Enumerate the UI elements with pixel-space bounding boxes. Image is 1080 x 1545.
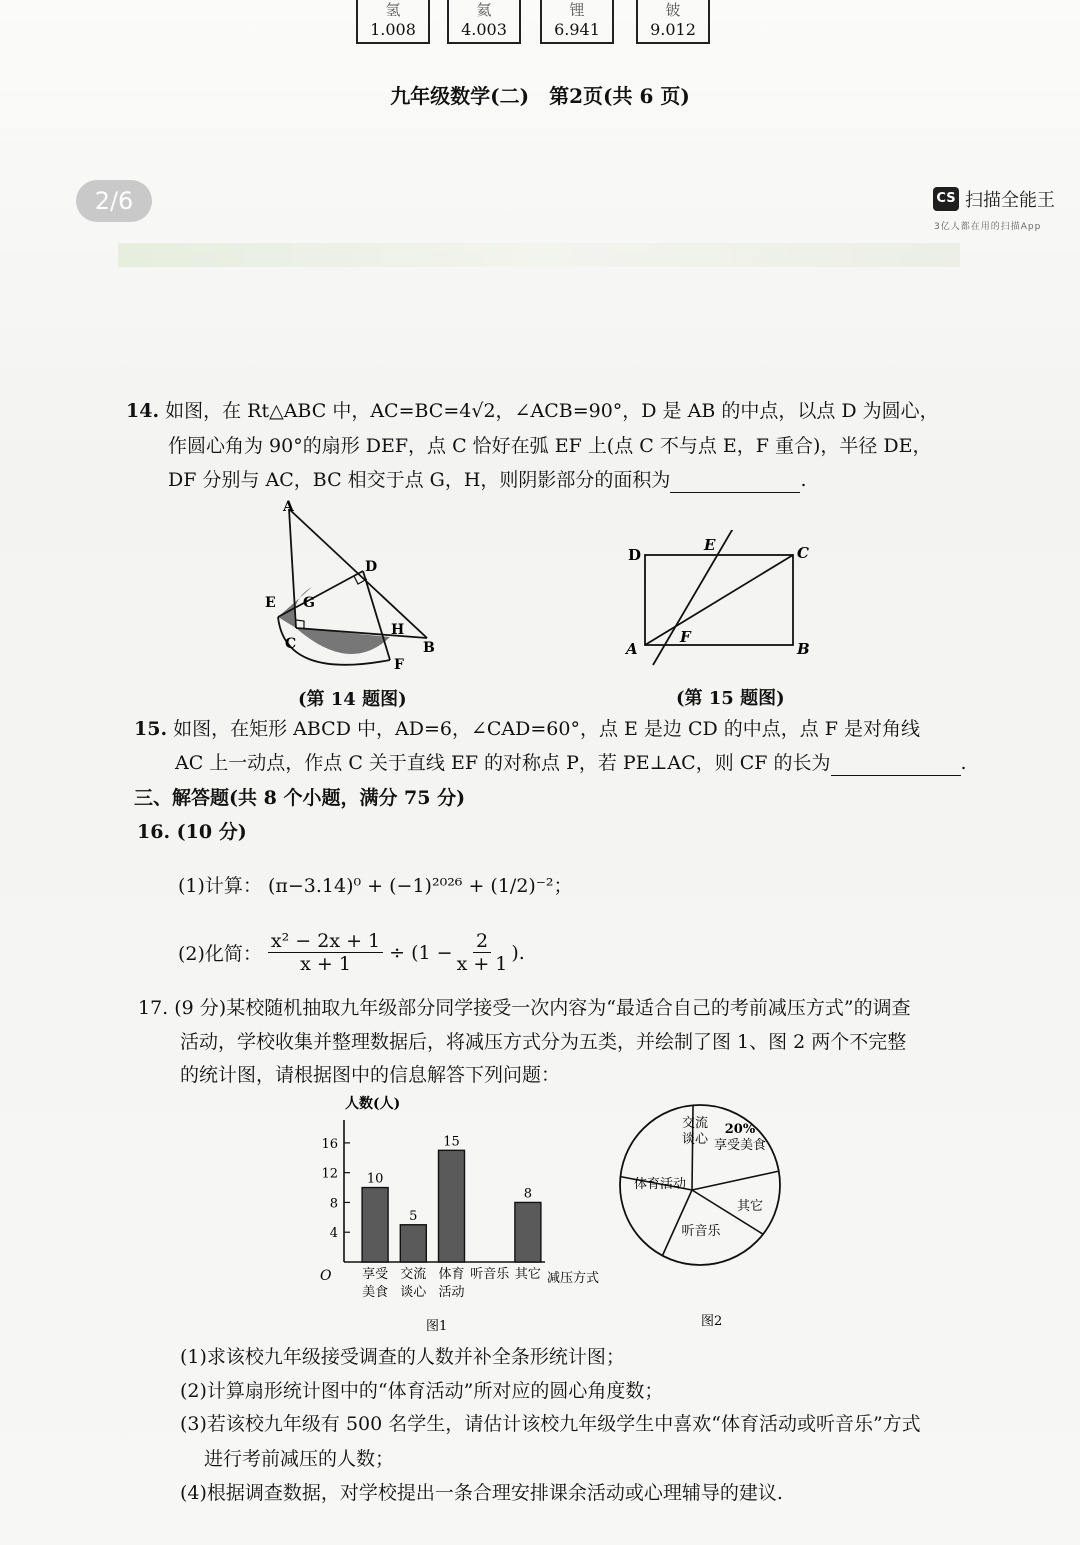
q14-line1 [126, 398, 939, 424]
bar-value-label: 8 [523, 1186, 533, 1202]
q17-sub3a: (3)若该校九年级有 500 名学生，请估计该校九年级学生中喜欢“体育活动或听音乐”方式 [180, 1413, 921, 1435]
q16-heading: 16. (10 分) [137, 821, 247, 843]
pie-slice-label: 听音乐 [681, 1224, 721, 1239]
label-d: D [628, 546, 642, 564]
q15-answer-blank[interactable] [831, 755, 961, 776]
bar-chart-y-tick-label: 16 [321, 1136, 338, 1152]
inner-numerator: 2 [473, 930, 491, 953]
bar-5 [515, 1202, 541, 1262]
q14-text-1: 如图，在 Rt△ABC 中，AC=BC=4√2，∠ACB=90°，D 是 AB 的中点，以点 D 为圆心， [165, 400, 939, 422]
figure-14 [255, 495, 455, 675]
element-cell-be: 铍 9.012 [636, 0, 710, 44]
bar-chart-title: 图1 [426, 1319, 448, 1334]
label-f: F [680, 628, 691, 646]
pie-slice-boundary [662, 1190, 692, 1256]
q17-sub4: (4)根据调查数据，对学校提出一条合理安排课余活动或心理辅导的建议. [180, 1482, 783, 1504]
bar-3 [439, 1150, 465, 1262]
q14-line2: 作圆心角为 90°的扇形 DEF，点 C 恰好在弧 EF 上(点 C 不与点 E，F 重合)，半径 DE， [168, 435, 932, 457]
label-e: E [265, 595, 276, 611]
q16-part1 [178, 873, 572, 899]
q17-sub3b: 进行考前减压的人数； [204, 1448, 395, 1470]
bar-category-label: 其它 [514, 1267, 541, 1282]
scanner-tagline: 3亿人都在用的扫描App [934, 222, 1042, 232]
label-g: G [303, 595, 315, 611]
q15-text-1: 如图，在矩形 ABCD 中，AD=6，∠CAD=60°，点 E 是边 CD 的中点，点 F 是对角线 [173, 718, 921, 740]
label-b: B [423, 640, 435, 656]
pie-slice-label: 其它 [736, 1199, 764, 1214]
pie-slice-label: 体育活动 [633, 1177, 687, 1192]
scanner-app-name: 扫描全能王 [965, 190, 1055, 211]
bar-value-label: 10 [366, 1171, 384, 1187]
label-a: A [283, 499, 294, 515]
bar-1 [362, 1188, 388, 1262]
pie-slice-percent: 20% [724, 1122, 756, 1137]
camscanner-logo-icon: CS [933, 187, 959, 211]
bar-chart-y-tick-label: 8 [329, 1196, 338, 1212]
pie-slice-label: 交流 [681, 1116, 709, 1131]
bar-value-label: 15 [443, 1134, 460, 1150]
bar-chart-origin: O [320, 1268, 332, 1284]
label-c: C [797, 544, 809, 562]
bar-category-label: 体育 [438, 1267, 465, 1282]
bar-chart-xlabel: 减压方式 [547, 1271, 600, 1286]
diagonal-ac [645, 555, 793, 645]
q15-number: 15. [134, 718, 168, 740]
section-3-title: 三、解答题(共 8 个小题，满分 75 分) [134, 787, 466, 809]
bar-2 [400, 1225, 426, 1262]
element-cell-he: 氦 4.003 [447, 0, 521, 44]
bar-category-label: 美食 [362, 1285, 389, 1300]
element-cell-h: 氢 1.008 [356, 0, 430, 44]
scan-color-band [118, 243, 960, 267]
pie-chart-figure-2 [615, 1095, 785, 1335]
q16-operators: ÷ (1 − [389, 941, 453, 964]
label-f: F [394, 657, 404, 673]
q16-fraction-main [268, 930, 383, 975]
bar-category-label: 听音乐 [470, 1267, 510, 1282]
q16-part2-label: (2)化简： [178, 943, 262, 965]
q17-line2: 活动，学校收集并整理数据后，将减压方式分为五类，并绘制了图 1、图 2 两个不完整 [180, 1031, 907, 1053]
label-e: E [704, 536, 716, 554]
figure-14-caption: (第 14 题图) [298, 689, 407, 710]
label-h: H [391, 622, 405, 638]
q17-sub2: (2)计算扇形统计图中的“体育活动”所对应的圆心角度数； [180, 1380, 664, 1402]
q15-line1 [134, 716, 920, 742]
q15-line2 [175, 750, 967, 776]
q14-number: 14. [126, 400, 160, 422]
page-indicator-badge[interactable]: 2/6 [76, 180, 152, 222]
bar-category-label: 享受 [362, 1267, 389, 1282]
figure-15-caption: (第 15 题图) [676, 688, 785, 709]
figure-15 [620, 530, 820, 670]
label-b: B [797, 640, 810, 658]
pie-slice-label: 谈心 [681, 1132, 709, 1147]
q14-answer-blank[interactable] [670, 472, 800, 493]
q14-period: . [800, 469, 807, 491]
fraction-numerator: x² − 2x + 1 [268, 930, 383, 953]
q17-sub1: (1)求该校九年级接受调查的人数并补全条形统计图； [180, 1346, 625, 1368]
inner-denominator: x + 1 [456, 953, 508, 975]
bar-category-label: 谈心 [400, 1285, 427, 1300]
q14-line3 [168, 467, 806, 493]
q16-part2 [178, 930, 525, 975]
label-a: A [626, 640, 638, 658]
label-d: D [365, 559, 378, 575]
q15-text-2: AC 上一动点，作点 C 关于直线 EF 的对称点 P，若 PE⊥AC，则 CF 的长为 [175, 752, 831, 774]
bar-chart-y-tick-label: 4 [329, 1226, 338, 1242]
pie-chart-title: 图2 [701, 1314, 723, 1329]
bar-chart-figure-1 [300, 1090, 620, 1340]
pie-slice-boundary [692, 1171, 779, 1190]
bar-category-label: 交流 [400, 1267, 427, 1282]
bar-value-label: 5 [409, 1208, 418, 1224]
bar-chart-y-tick-label: 12 [321, 1166, 338, 1182]
q16-part1-expression: (π−3.14)⁰ + (−1)²⁰²⁶ + (1/2)⁻²； [267, 875, 573, 897]
q15-period: . [960, 752, 967, 774]
bar-chart-ylabel: 人数(人) [345, 1096, 401, 1112]
q17-line3: 的统计图，请根据图中的信息解答下列问题： [180, 1064, 561, 1086]
q16-fraction-inner [457, 930, 508, 975]
radius-de [278, 571, 363, 617]
bar-category-label: 活动 [438, 1285, 465, 1300]
page-footer: 九年级数学(二) 第2页(共 6 页) [390, 84, 690, 108]
label-c: C [285, 636, 297, 652]
q16-part2-end: ). [511, 941, 525, 964]
element-cell-li: 锂 6.941 [540, 0, 614, 44]
q17-line1: 17. (9 分)某校随机抽取九年级部分同学接受一次内容为“最适合自己的考前减压方式”的调查 [138, 997, 911, 1019]
fraction-denominator: x + 1 [300, 953, 351, 975]
pie-slice-label: 享受美食 [713, 1138, 767, 1153]
q14-text-3: DF 分别与 AC，BC 相交于点 G，H，则阴影部分的面积为 [168, 469, 671, 491]
q16-part1-label: (1)计算： [178, 875, 262, 897]
